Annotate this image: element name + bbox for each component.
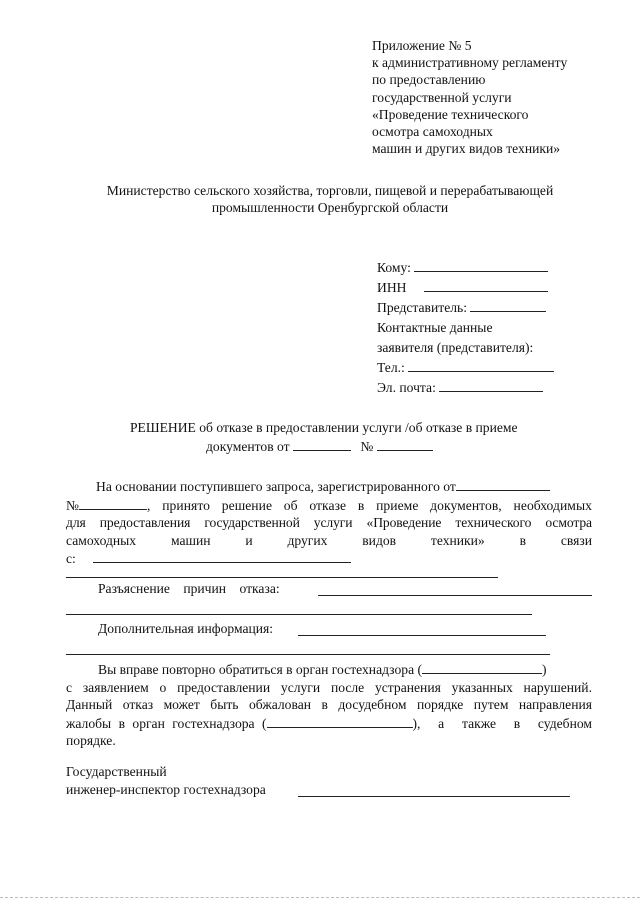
service-word: других	[287, 532, 328, 548]
appeal-text-2: с заявлением о предоставлении услуги после устранения указанных нарушений.	[66, 679, 592, 695]
additional-extra-line[interactable]	[66, 654, 550, 655]
appendix-block	[372, 37, 567, 157]
appeal-text-1: Вы вправе повторно обратиться в орган гостехнадзора (	[98, 662, 423, 677]
service-word: техники»	[430, 532, 485, 548]
inn-field[interactable]	[424, 278, 548, 292]
service-word: машин	[170, 532, 211, 548]
request-number-field[interactable]	[79, 496, 147, 510]
reasons-row	[98, 580, 280, 597]
email-field[interactable]	[439, 378, 543, 392]
service-text: для предоставления государственной услуги «Проведение технического осмотра	[66, 515, 592, 530]
to-label: Кому:	[377, 260, 411, 275]
signature-block	[66, 763, 266, 799]
representative-field[interactable]	[470, 298, 546, 312]
service-word: самоходных	[66, 532, 137, 548]
service-text-continued	[66, 532, 592, 550]
appeal-text-3: Данный отказ может быть обжалован в досудебном порядке путем направления	[66, 697, 592, 712]
decision-text: , принято решение об отказе в приеме документов, необходимых	[146, 497, 592, 513]
reasons-extra-line[interactable]	[66, 614, 532, 615]
appendix-line: осмотра самоходных	[372, 124, 493, 140]
signature-field[interactable]	[298, 796, 570, 797]
decision-title-line-1: РЕШЕНИЕ об отказе в предоставлении услуги /об отказе в приеме	[130, 420, 518, 435]
service-word: в	[519, 532, 526, 548]
contact-label-2: заявителя (представителя):	[377, 340, 534, 355]
decision-date-field[interactable]	[293, 437, 351, 451]
complaint-authority-field[interactable]	[267, 714, 413, 728]
appeal-text-5: порядке.	[66, 733, 116, 748]
paragraph-appeal	[66, 660, 592, 750]
service-word: видов	[362, 532, 397, 548]
decision-number-label: №	[360, 439, 374, 454]
recipient-block	[377, 258, 554, 398]
signature-line-1: Государственный	[66, 764, 167, 779]
basis-text: На основании поступившего запроса, зарегистрированного от	[96, 479, 456, 494]
request-date-field[interactable]	[456, 477, 550, 491]
page-edge	[0, 897, 640, 898]
paragraph-basis	[66, 477, 592, 568]
decision-number-field[interactable]	[377, 437, 433, 451]
ministry-line-1: Министерство сельского хозяйства, торговли, пищевой и перерабатывающей	[106, 183, 554, 198]
contact-label-1: Контактные данные	[377, 320, 493, 335]
representative-label: Представитель:	[377, 300, 467, 315]
ministry-header	[60, 182, 600, 216]
appendix-line: государственной услуги	[372, 89, 512, 105]
signature-line-2: инженер-инспектор гостехнадзора	[66, 782, 266, 797]
decision-title	[130, 418, 518, 456]
service-word: связи	[560, 532, 592, 548]
appendix-line: «Проведение технического	[372, 106, 529, 122]
reasons-field[interactable]	[318, 595, 592, 596]
appendix-line: к административному регламенту	[372, 55, 568, 71]
decision-date-label: документов от	[206, 439, 290, 454]
additional-field[interactable]	[298, 635, 546, 636]
inn-label: ИНН	[377, 280, 407, 295]
appeal-text-1-end: )	[542, 662, 547, 677]
appeal-text-4a: жалобы в орган гостехнадзора (	[66, 715, 267, 731]
reason-label: с:	[66, 551, 76, 566]
reason-extra-line[interactable]	[66, 577, 498, 578]
phone-label: Тел.:	[377, 360, 405, 375]
appendix-line: Приложение № 5	[372, 38, 472, 53]
request-number-label: №	[66, 497, 79, 513]
reasons-label: Разъяснение причин отказа:	[98, 581, 280, 596]
additional-row	[98, 620, 273, 637]
additional-label: Дополнительная информация:	[98, 621, 274, 636]
appendix-line: по предоставлению	[372, 72, 486, 88]
to-field[interactable]	[414, 258, 548, 272]
appendix-line: машин и других видов техники»	[372, 141, 561, 157]
authority-field[interactable]	[422, 660, 542, 674]
appeal-text-4b: ), а также в судебном	[412, 715, 592, 731]
phone-field[interactable]	[408, 358, 554, 372]
email-label: Эл. почта:	[377, 380, 436, 395]
ministry-line-2: промышленности Оренбургской области	[211, 200, 449, 215]
service-word: и	[245, 532, 253, 548]
reason-field[interactable]	[93, 549, 351, 563]
